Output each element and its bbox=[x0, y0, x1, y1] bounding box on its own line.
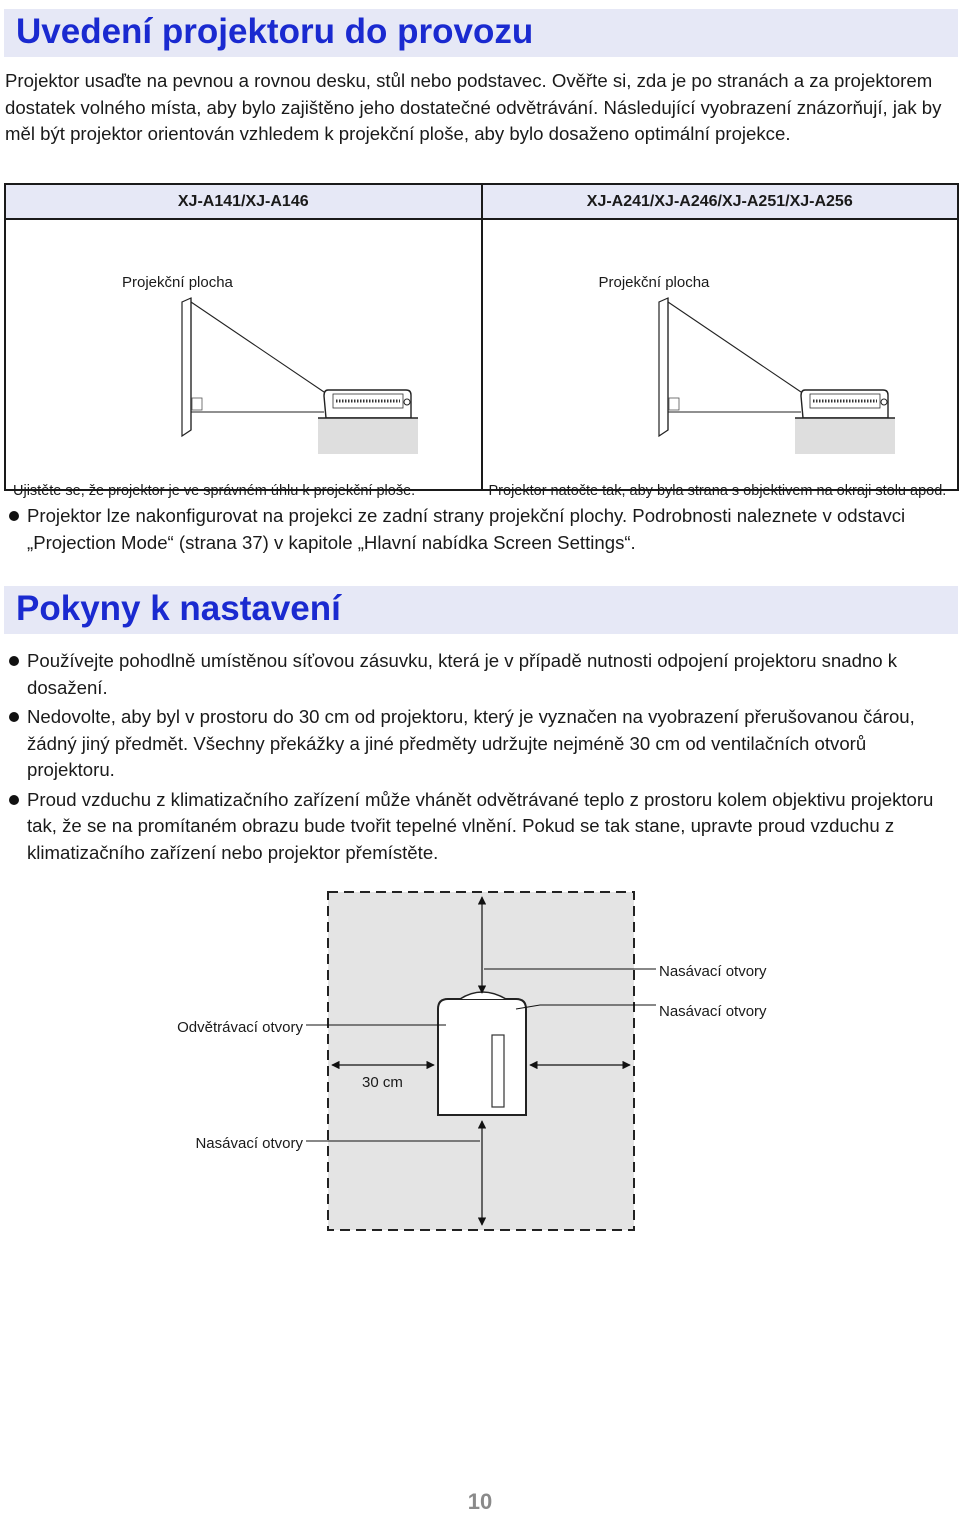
bullet-icon bbox=[9, 511, 19, 521]
orientation-caption-2: Projektor natočte tak, aby byla strana s objektivem na okraji stolu apod. bbox=[488, 483, 947, 499]
bullet-icon bbox=[9, 712, 19, 722]
projector-icon bbox=[324, 390, 411, 418]
orientation-table bbox=[4, 183, 959, 499]
label-intake-right: Nasávací otvory bbox=[659, 1003, 767, 1020]
projection-ray-top bbox=[668, 302, 801, 392]
projection-illustration-1 bbox=[6, 290, 480, 460]
list-item bbox=[8, 503, 958, 556]
bullet-text: Používejte pohodlně umístěnou síťovou zásuvku, která je v případě nutnosti odpojení projektoru snadno k dosažení. bbox=[27, 650, 898, 698]
projector-icon bbox=[801, 390, 888, 418]
orientation-cell-1 bbox=[6, 220, 481, 499]
bullet-icon bbox=[9, 656, 19, 666]
bullet-icon bbox=[9, 795, 19, 805]
bullet-text: Nedovolte, aby byl v prostoru do 30 cm od projektoru, který je vyznačen na vyobrazení přerušovanou čárou, žádný jiný předmět. Všechny překážky a jiné předměty udržujte nejméně 30 cm od ventilačních otvorů projektoru. bbox=[27, 706, 915, 780]
bullet-list-precautions bbox=[8, 648, 958, 869]
table-surface bbox=[795, 418, 895, 454]
projector-top-view-icon bbox=[438, 992, 526, 1115]
table-surface bbox=[318, 418, 418, 454]
intro-paragraph: Projektor usaďte na pevnou a rovnou desku, stůl nebo podstavec. Ověřte si, zda je po stranách a za projektorem dostatek volného místa, aby bylo zajištěno jeho dostatečné odvětrávání. Následující vyobrazení znázorňují, jak by měl být projektor orientován vzhledem k projekční ploše, aby bylo dosaženo optimální projekce. bbox=[5, 70, 942, 144]
orientation-caption-1: Ujistěte se, že projektor je ve správném úhlu k projekční ploše. bbox=[13, 483, 416, 499]
bullet-text: Projektor lze nakonfigurovat na projekci ze zadní strany projekční plochy. Podrobnosti naleznete v odstavci „Projection Mode“ (strana 37) v kapitole „Hlavní nabídka Screen Settings“. bbox=[27, 505, 906, 553]
list-item bbox=[8, 787, 958, 867]
screen-icon bbox=[182, 298, 202, 436]
table-header-model-2: XJ-A241/XJ-A246/XJ-A251/XJ-A256 bbox=[482, 184, 959, 219]
table-header-model-1: XJ-A141/XJ-A146 bbox=[5, 184, 482, 219]
screen-icon bbox=[659, 298, 679, 436]
projection-ray-top bbox=[191, 302, 324, 392]
orientation-cell-2 bbox=[483, 220, 958, 499]
label-exhaust: Odvětrávací otvory bbox=[177, 1019, 303, 1036]
screen-label: Projekční plocha bbox=[122, 274, 233, 291]
section-title-precautions: Pokyny k nastavení bbox=[4, 586, 958, 634]
section-title-setup: Uvedení projektoru do provozu bbox=[4, 9, 958, 57]
screen-label: Projekční plocha bbox=[598, 274, 710, 291]
list-item bbox=[8, 648, 958, 701]
label-intake-bottom: Nasávací otvory bbox=[195, 1135, 303, 1152]
page-number: 10 bbox=[467, 1489, 493, 1514]
bullet-text: Proud vzduchu z klimatizačního zařízení může vhánět odvětrávané teplo z prostoru kolem objektivu projektoru tak, že se na promítaném obrazu bude tvořit tepelné vlnění. Pokud se tak stane, upravte proud vzduchu z klimatizačního zařízení nebo projektor přemístěte. bbox=[27, 788, 934, 863]
label-distance: 30 cm bbox=[362, 1074, 403, 1091]
projection-illustration-2 bbox=[483, 290, 957, 460]
label-intake-top: Nasávací otvory bbox=[659, 963, 767, 980]
bullet-list-setup bbox=[8, 503, 958, 556]
list-item bbox=[8, 704, 958, 784]
clearance-diagram bbox=[160, 885, 800, 1235]
